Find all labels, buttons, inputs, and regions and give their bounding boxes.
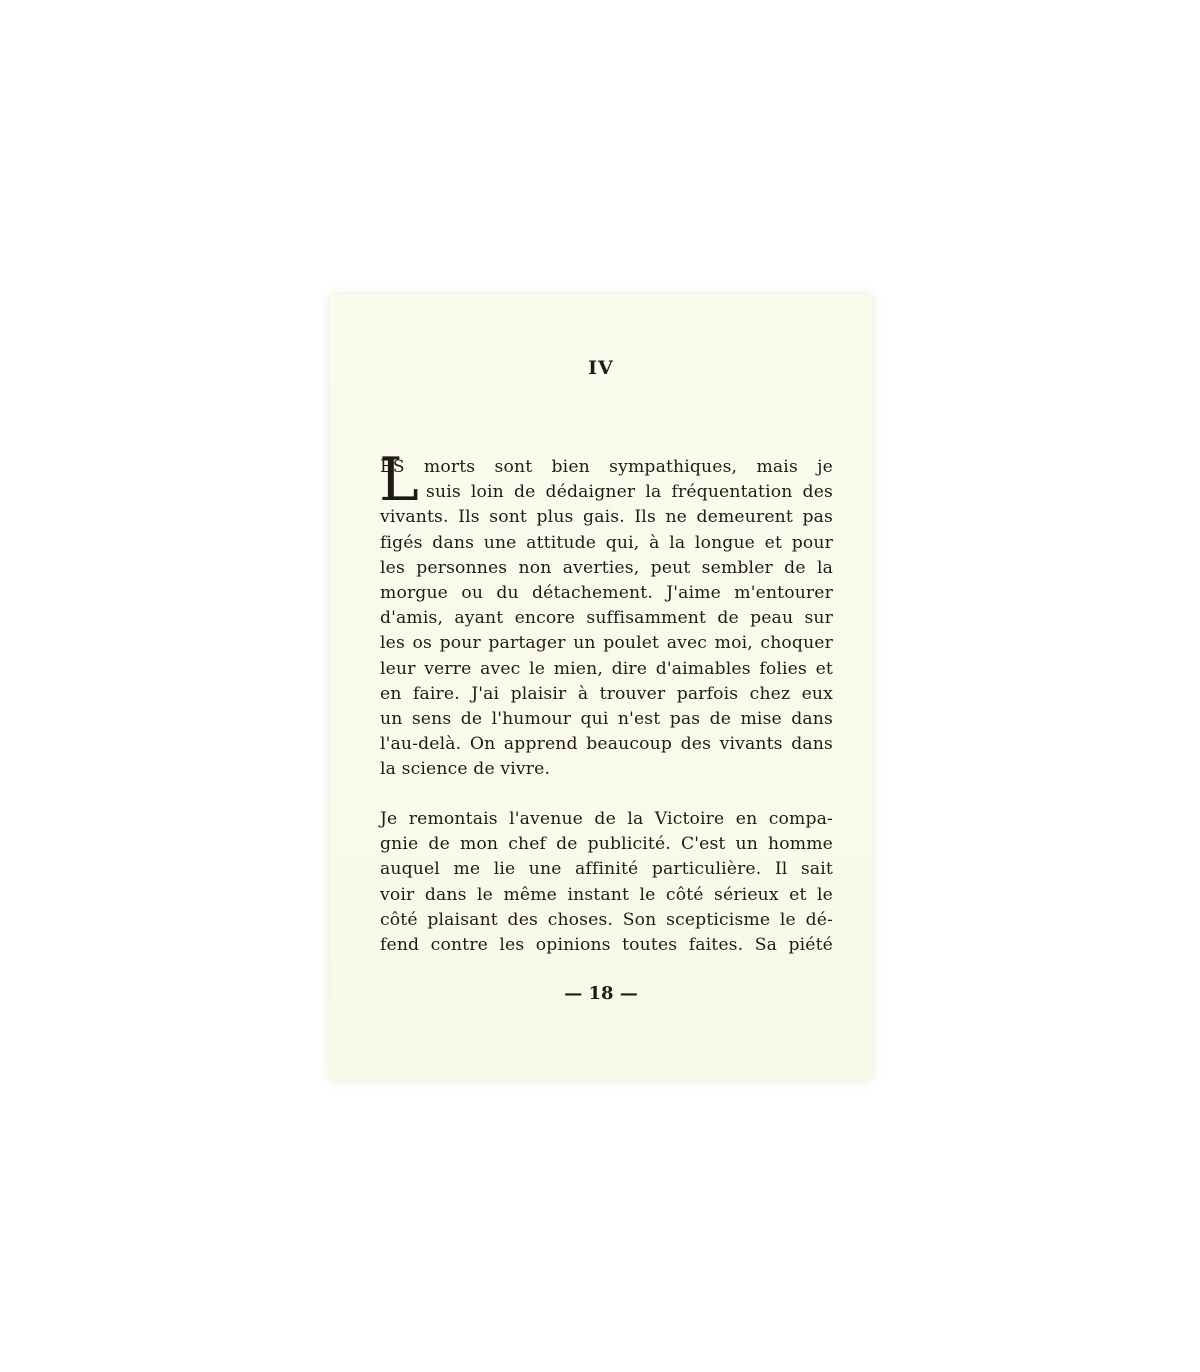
book-page bbox=[330, 295, 872, 1080]
text-line: gnie de mon chef de publicité. C'est un homme bbox=[380, 834, 833, 855]
drop-cap: L bbox=[379, 445, 419, 515]
text-line: morgue ou du détachement. J'aime m'entourer bbox=[380, 582, 833, 603]
text-line: fend contre les opinions toutes faites. Sa piété bbox=[380, 934, 833, 955]
chapter-heading: IV bbox=[588, 357, 614, 379]
text-line: auquel me lie une affinité particulière. Il sait bbox=[380, 859, 833, 880]
text-line: leur verre avec le mien, dire d'aimables folies et bbox=[380, 658, 833, 679]
text-line: un sens de l'humour qui n'est pas de mise dans bbox=[380, 708, 833, 729]
text-line: les personnes non averties, peut sembler de la bbox=[380, 557, 833, 578]
paragraph-2 bbox=[380, 807, 833, 958]
text-line: voir dans le même instant le côté sérieux et le bbox=[380, 884, 833, 905]
text-line: figés dans une attitude qui, à la longue et pour bbox=[380, 532, 833, 553]
text-line: la science de vivre. bbox=[380, 759, 551, 780]
text-line: Je remontais l'avenue de la Victoire en compa- bbox=[380, 809, 833, 829]
text-line: ES morts sont bien sympathiques, mais je bbox=[380, 457, 833, 477]
page-number: — 18 — bbox=[564, 983, 638, 1004]
text-line: vivants. Ils sont plus gais. Ils ne demeurent pas bbox=[380, 507, 833, 528]
text-line: en faire. J'ai plaisir à trouver parfois chez eux bbox=[380, 683, 833, 704]
text-line: suis loin de dédaigner la fréquentation des bbox=[426, 482, 833, 503]
paragraph-1 bbox=[379, 445, 833, 782]
text-line: côté plaisant des choses. Son scepticisme le dé- bbox=[380, 909, 833, 930]
text-line: l'au-delà. On apprend beaucoup des vivants dans bbox=[380, 734, 833, 755]
text-line: les os pour partager un poulet avec moi, choquer bbox=[380, 633, 833, 654]
text-line: d'amis, ayant encore suffisamment de peau sur bbox=[380, 608, 833, 629]
